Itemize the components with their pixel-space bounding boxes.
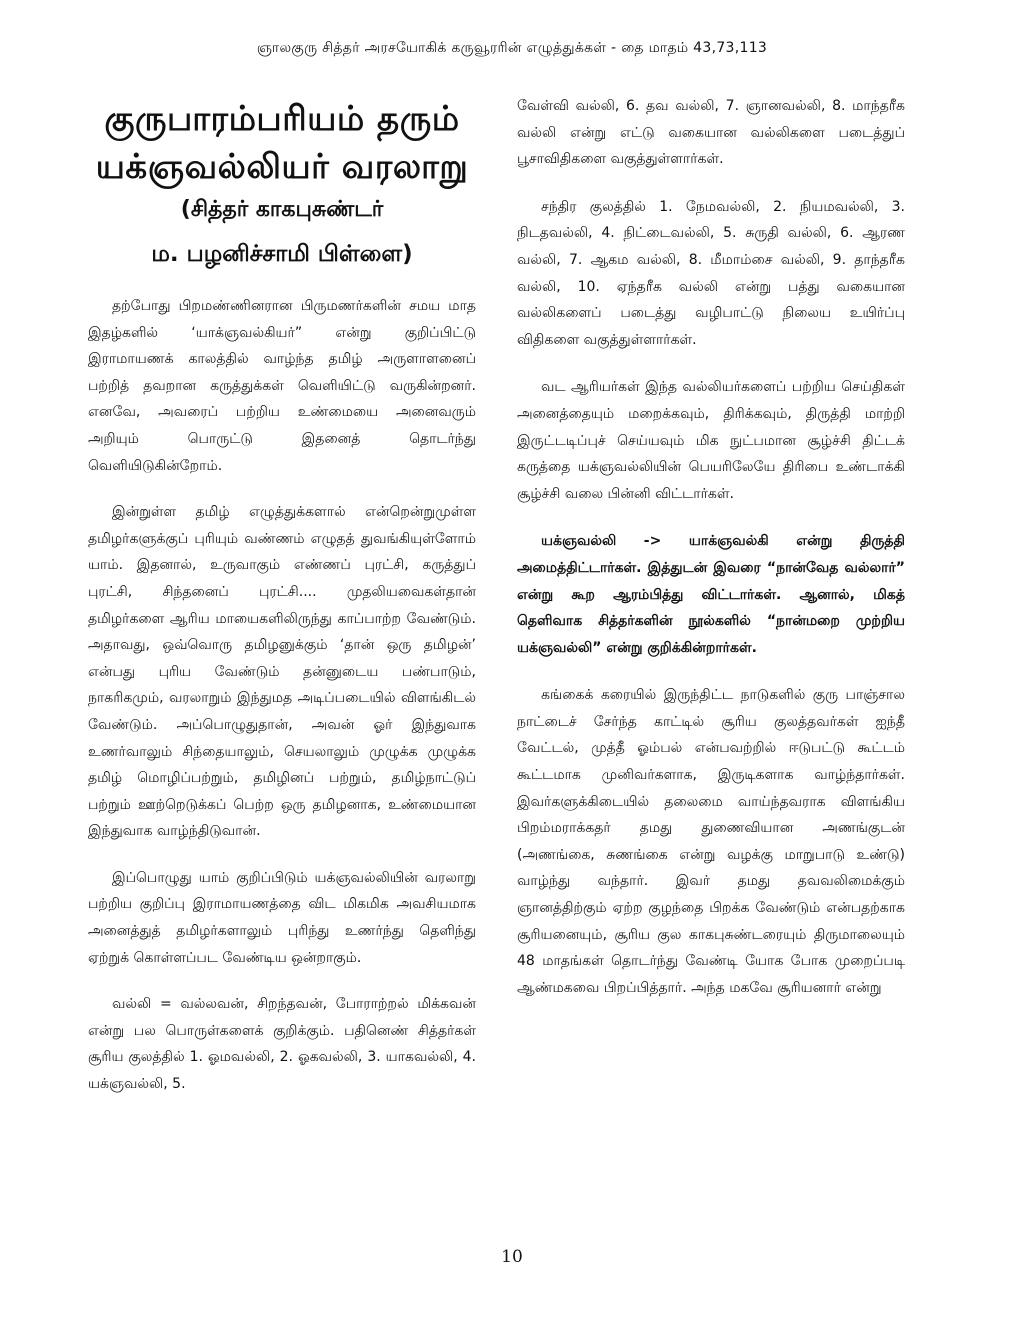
article-subtitle: (சித்தர் காகபுசுண்டர் (180, 197, 384, 222)
article-title-line2: யக்ஞவல்லியர் வரலாறு (95, 147, 469, 187)
body-paragraph: இன்றுள்ள தமிழ் எழுத்துக்களால் என்றென்றுமுள்ள தமிழர்களுக்குப் புரியும் வண்ணம் எழுதத் துவங்கியுள்ளோம் யாம். இதனால், உருவாகும் எண்ணப் புரட்சி, கருத்துப் புரட்சி, சிந்தனைப் புரட்சி.... முதலியவைகள்தான் தமிழர்களை ஆரிய மாயைகளிலிருந்து காப்பாற்ற வேண்டும். அதாவது, ஒவ்வொரு தமிழனுக்கும் ‘தான் ஒரு தமிழன்’ என்பது புரிய வேண்டும் தன்னுடைய பண்பாடும், நாகரிகமும், வரலாறும் இந்துமத அடிப்படையில் விளங்கிடல் வேண்டும். அப்பொழுதுதான், அவன் ஓர் இந்துவாக உணர்வாலும் சிந்தையாலும், செயலாலும் முழுக்க முழுக்க தமிழ் மொழிப்பற்றும், தமிழினப் பற்றும், தமிழ்நாட்டுப் பற்றும் ஊற்றெடுக்கப் பெற்ற ஒரு தமிழனாக, உண்மையான இந்துவாக வாழ்ந்திடுவான். (88, 504, 476, 840)
running-header: ஞாலகுரு சித்தர் அரசயோகிக் கருவூரரின் எழுத்துக்கள் - தை மாதம் 43,73,113 (256, 40, 768, 56)
page-number: 10 (501, 1247, 523, 1267)
right-column (517, 93, 905, 1022)
left-column (88, 95, 476, 1118)
article-title-line1: குருபாரம்பரியம் தரும் (104, 99, 460, 139)
body-paragraph: கங்கைக் கரையில் இருந்திட்ட நாடுகளில் குரு பாஞ்சால நாட்டைச் சேர்ந்த காட்டில் சூரிய குலத்தவர்கள் ஐந்தீ வேட்டல், முத்தீ ஓம்பல் என்பவற்றில் ஈடுபட்டு கூட்டம் கூட்டமாக முனிவர்களாக, இருடிகளாக வாழ்ந்தார்கள். இவர்களுக்கிடையில் தலைமை வாய்ந்தவராக விளங்கிய பிறம்மராக்கதர் தமது துணைவியான அணங்குடன் (அணங்கை, சுணங்கை என்று வழக்கு மாறுபாடு உண்டு) வாழ்ந்து வந்தார். இவர் தமது தவவலிமைக்கும் ஞானத்திற்கும் ஏற்ற குழந்தை பிறக்க வேண்டும் என்பதற்காக சூரியனையும், சூரிய குல காகபுசுண்டரையும் திருமாலையும் 48 மாதங்கள் தொடர்ந்து வேண்டி யோக போக முறைப்படி ஆண்மகவை பிறப்பித்தார். அந்த மகவே சூரியனார் என்று (517, 687, 905, 996)
article-author: ம. பழனிச்சாமி பிள்ளை) (151, 241, 413, 267)
body-paragraph: சந்திர குலத்தில் 1. நேமவல்லி, 2. நியமவல்லி, 3. நிடதவல்லி, 4. நிட்டைவல்லி, 5. சுருதி வல்லி, 6. ஆரண வல்லி, 7. ஆகம வல்லி, 8. மீமாம்சை வல்லி, 9. தாந்தரீக வல்லி, 10. ஏந்தரீக வல்லி என்று பத்து வகையான வல்லிகளைப் படைத்து வழிபாட்டு நிலைய உயிர்ப்பு விதிகளை வகுத்துள்ளார்கள். (517, 198, 905, 348)
body-paragraph: வட ஆரியர்கள் இந்த வல்லியர்களைப் பற்றிய செய்திகள் அனைத்தையும் மறைக்கவும், திரிக்கவும், திருத்தி மாற்றி இருட்டடிப்புச் செய்யவும் மிக நுட்பமான சூழ்ச்சி திட்டக் கருத்தை யக்ஞவல்லியின் பெயரிலேயே திரிபை உண்டாக்கி சூழ்ச்சி வலை பின்னி விட்டார்கள். (517, 379, 905, 502)
body-paragraph: வல்லி = வல்லவன், சிறந்தவன், போராற்றல் மிக்கவன் என்று பல பொருள்களைக் குறிக்கும். பதினெண் சித்தர்கள் சூரிய குலத்தில் 1. ஓமவல்லி, 2. ஓகவல்லி, 3. யாகவல்லி, 4. யக்ஞவல்லி, 5. (88, 996, 476, 1093)
body-paragraph: இப்பொழுது யாம் குறிப்பிடும் யக்ஞவல்லியின் வரலாறு பற்றிய குறிப்பு இராமாயணத்தை விட மிகமிக அவசியமாக அனைத்துத் தமிழர்களாலும் புரிந்து உணர்ந்து தெளிந்து ஏற்றுக் கொள்ளப்பட வேண்டிய ஒன்றாகும். (88, 869, 476, 966)
bold-paragraph: யக்ஞவல்லி -> யாக்ஞவல்கி என்று திருத்தி அமைத்திட்டார்கள். இத்துடன் இவரை “நான்வேத வல்லார்” என்று கூற ஆரம்பித்து விட்டார்கள். ஆனால், மிகத் தெளிவாக சித்தர்களின் நூல்களில் “நான்மறை முற்றிய யக்ஞவல்லி” என்று குறிக்கின்றார்கள். (517, 533, 905, 656)
article-title (88, 95, 476, 191)
body-paragraph: வேள்வி வல்லி, 6. தவ வல்லி, 7. ஞானவல்லி, 8. மாந்தரீக வல்லி என்று எட்டு வகையான வல்லிகளை படைத்துப் பூசாவிதிகளை வகுத்துள்ளார்கள். (517, 98, 905, 168)
body-paragraph: தற்போது பிறமண்ணினரான பிருமணர்களின் சமய மாத இதழ்களில் ‘யாக்ஞவல்கியர்” என்று குறிப்பிட்டு இராமாயணக் காலத்தில் வாழ்ந்த தமிழ் அருளாளனைப் பற்றித் தவறான கருத்துக்கள் வெளியிட்டு வருகின்றனர். எனவே, அவரைப் பற்றிய உண்மையை அனைவரும் அறியும் பொருட்டு இதனைத் தொடர்ந்து வெளியிடுகின்றோம். (88, 298, 476, 474)
